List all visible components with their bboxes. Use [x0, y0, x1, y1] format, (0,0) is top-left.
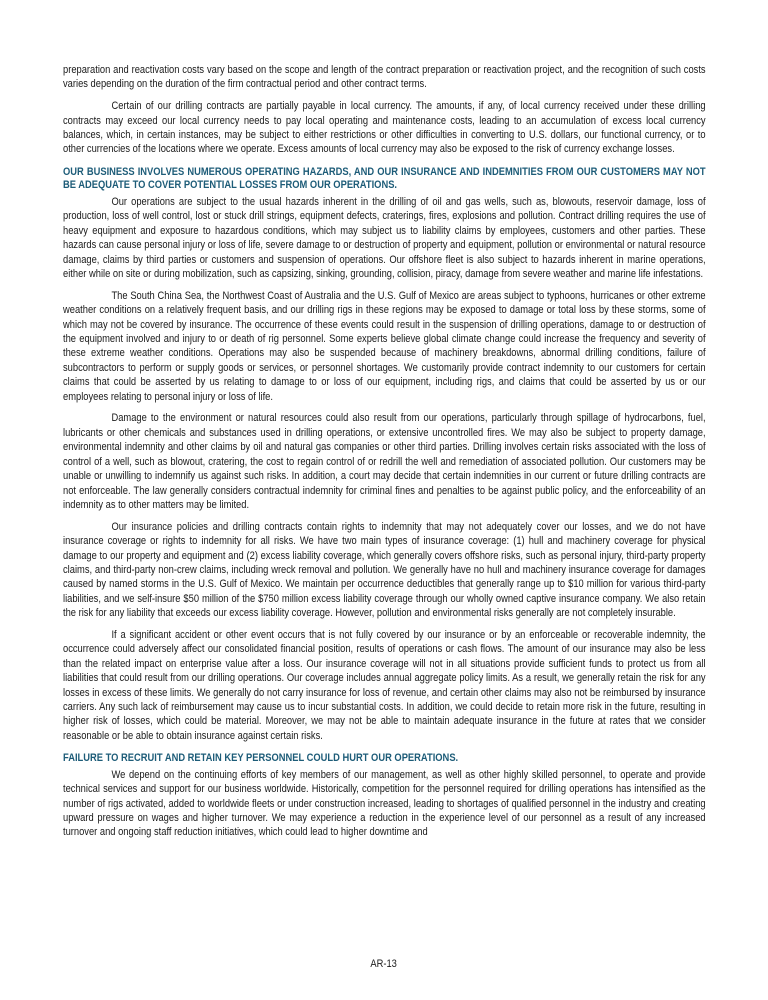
paragraph: Our insurance policies and drilling contracts contain rights to indemnity that may not adequately cover our losses, and we do not have insurance coverage or rights to indemnity for all risks. We have two main types of insurance coverage: (1) hull and machinery coverage for physical damage to our property and equipment and (2) excess liability coverage, which generally covers offshore risks, such as personal injury, third-party property claims, and third-party non-crew claims, including wreck removal and pollution. We generally have no hull and machinery insurance coverage for damages caused by named storms in the U.S. Gulf of Mexico. We maintain per occurrence deductibles that generally range up to $10 million for various third-party liabilities, and we self-insure $50 million of the $750 million excess liability coverage through our wholly owned captive insurance company. We also retain the risk for any liability that exceeds our excess liability coverage. However, pollution and environmental risks generally are not completely insurable. — [63, 520, 706, 620]
paragraph: Damage to the environment or natural resources could also result from our operations, particularly through spillage of hydrocarbons, fuel, lubricants or other chemicals and substances used in drilling operations, or extensive uncontrolled fires. We may also be subject to property damage, environmental indemnity and other claims by oil and natural gas companies or other third parties. Drilling involves certain risks associated with the loss of control of a well, such as blowout, cratering, the cost to regain control of or redrill the well and remediation of associated pollution. Our customers may be unable or unwilling to indemnify us against such risks. In addition, a court may decide that certain indemnities in our current or future drilling contracts are not enforceable. The law generally considers contractual indemnity for criminal fines and penalties to be against public policy, and the enforceability of an indemnity as to other matters may be limited. — [63, 412, 706, 511]
paragraph: The South China Sea, the Northwest Coast of Australia and the U.S. Gulf of Mexico are areas subject to typhoons, hurricanes or other extreme weather conditions on a relatively frequent basis, and our drilling rigs in these regions may be exposed to damage or total loss by these storms, some of which may not be covered by insurance. The occurrence of these events could result in the suspension of drilling operations, damage to or destruction of the equipment involved and injury to or death of rig personnel. Some experts believe global climate change could increase the frequency and severity of these extreme weather conditions. Operations may also be suspended because of machinery breakdowns, abnormal drilling conditions, failure of subcontractors to perform or supply goods or services, or personnel shortages. We customarily provide contract indemnity to our customers for certain claims that could be asserted by us relating to damage to or loss of our equipment, including rigs, and claims that could be asserted by us or our employees relating to personal injury or loss of life. — [63, 289, 706, 403]
section-heading-key-personnel: FAILURE TO RECRUIT AND RETAIN KEY PERSONNEL COULD HURT OUR OPERATIONS. — [63, 752, 459, 765]
paragraph: We depend on the continuing efforts of key members of our management, as well as other highly skilled personnel, to operate and provide technical services and support for our business worldwide. Historically, competition for the personnel required for drilling operations has intensified as the number of rigs activated, added to worldwide fleets or under construction increased, leading to shortages of qualified personnel in the industry and creating upward pressure on wages and higher turnover. We may experience a reduction in the experience level of our personnel as a result of any increased turnover and ongoing staff reduction initiatives, which could lead to higher downtime and — [63, 768, 706, 839]
paragraph: If a significant accident or other event occurs that is not fully covered by our insurance or by an enforceable or recoverable indemnity, the occurrence could adversely affect our consolidated financial position, results of operations or cash flows. The amount of our insurance may also be less than the related impact on enterprise value after a loss. Our insurance coverage will not in all situations provide sufficient funds to protect us from all liabilities that could result from our drilling operations. Our coverage includes annual aggregate policy limits. As a result, we generally retain the risk for any losses in excess of these limits. We generally do not carry insurance for loss of revenue, and certain other claims may also not be reimbursed by insurance carriers. Any such lack of reimbursement may cause us to incur substantial costs. In addition, we could decide to retain more risk in the future, resulting in higher risk of losses, which could be material. Moreover, we may not be able to maintain adequate insurance in the future at rates that we consider reasonable or be able to obtain insurance against certain risks. — [63, 628, 706, 742]
page-number: AR-13 — [370, 958, 398, 970]
document-page — [63, 63, 706, 847]
paragraph: Our operations are subject to the usual hazards inherent in the drilling of oil and gas wells, such as, blowouts, reservoir damage, loss of production, loss of well control, lost or stuck drill strings, equipment defects, craterings, fires, explosions and pollution. Contract drilling requires the use of heavy equipment and exposure to hazardous conditions, which may subject us to liability claims by employees, customers and other parties. These hazards can cause personal injury or loss of life, severe damage to or destruction of property and equipment, pollution or environmental or natural resource damage, claims by third parties or customers and suspension of operations. Our offshore fleet is also subject to hazards inherent in marine operations, either while on site or during mobilization, such as capsizing, sinking, grounding, collision, piracy, damage from severe weather and marine life infestations. — [63, 196, 706, 281]
page-footer — [0, 958, 768, 970]
section-heading-operating-hazards: OUR BUSINESS INVOLVES NUMEROUS OPERATING HAZARDS, AND OUR INSURANCE AND INDEMNITIES FROM OUR CUSTOMERS MAY NOT BE ADEQUATE TO COVER POTENTIAL LOSSES FROM OUR OPERATIONS. — [63, 165, 706, 192]
paragraph: preparation and reactivation costs vary based on the scope and length of the contract preparation or reactivation project, and the recognition of such costs varies depending on the duration of the firm contractual period and other contract terms. — [63, 64, 706, 91]
paragraph: Certain of our drilling contracts are partially payable in local currency. The amounts, if any, of local currency received under these drilling contracts may exceed our local currency needs to pay local operating and maintenance costs, leading to an accumulation of excess local currency balances, which, in certain instances, may be subject to either restrictions or other difficulties in converting to U.S. dollars, our functional currency, or to other currencies of the locations where we operate. Excess amounts of local currency may also be exposed to the risk of currency exchange losses. — [63, 100, 706, 156]
